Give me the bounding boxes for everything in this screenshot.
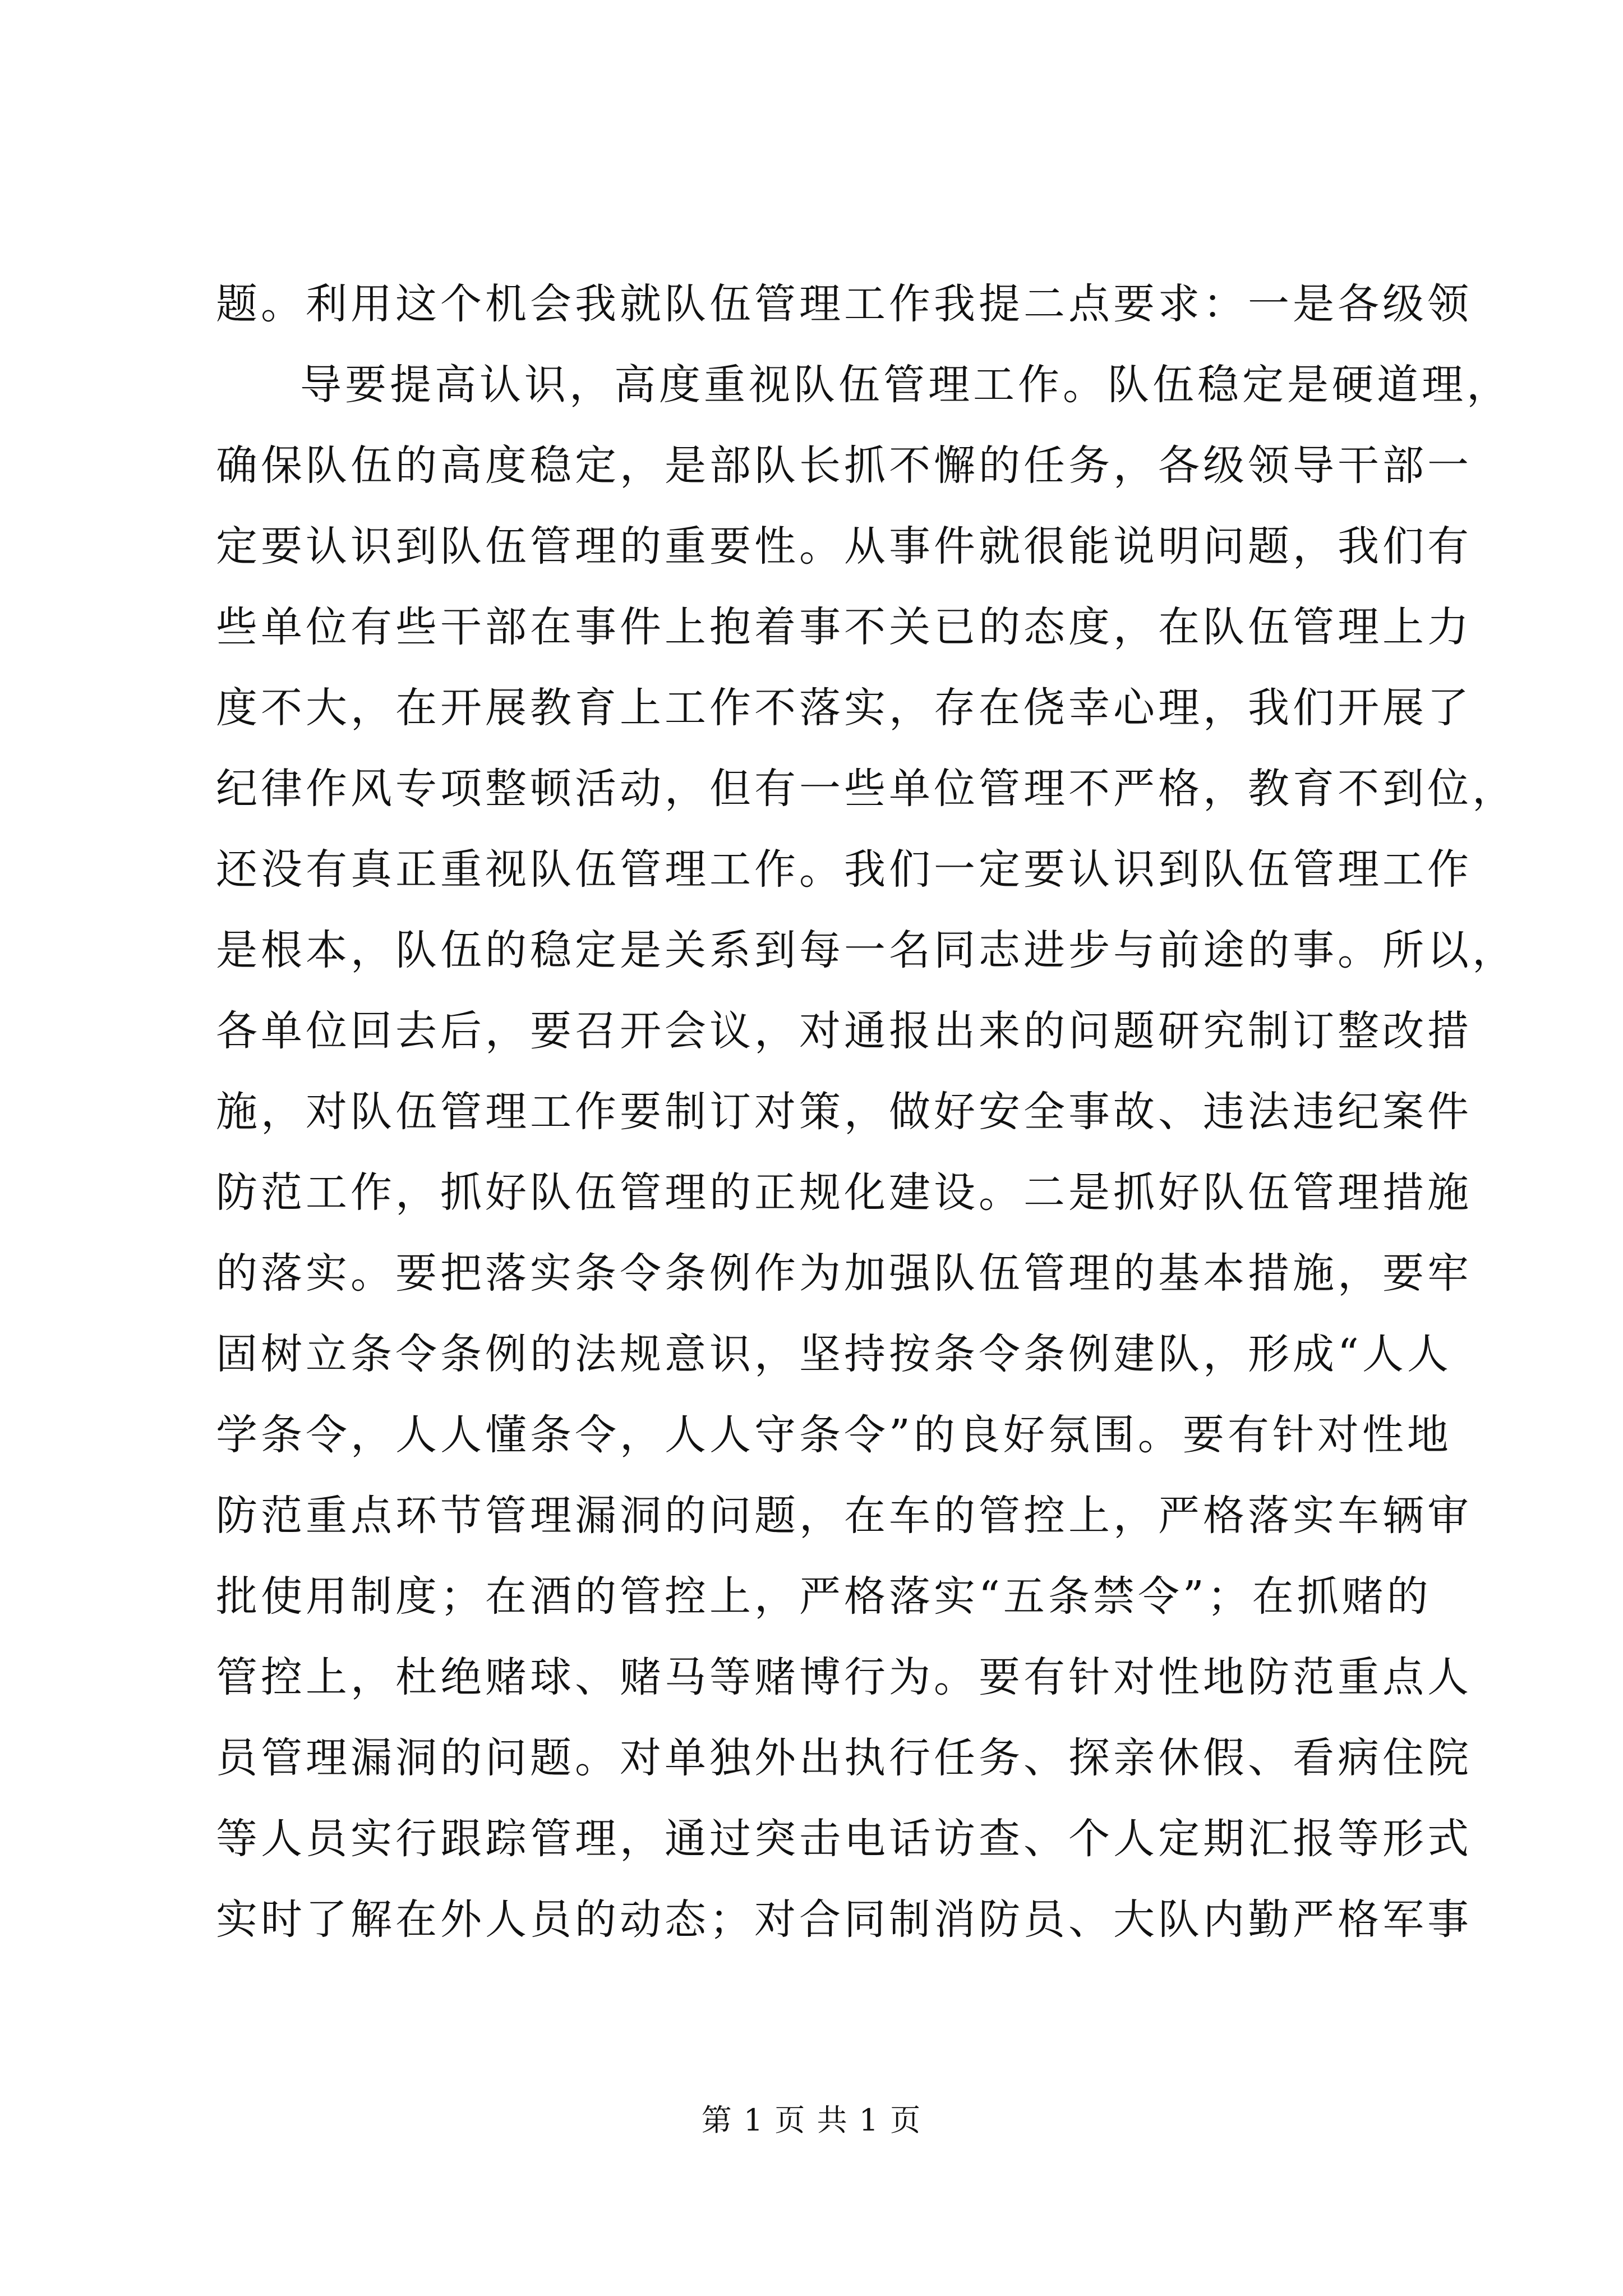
text-line-2: 导要提高认识，高度重视队伍管理工作。队伍稳定是硬道理， [300, 361, 1511, 409]
text-line-11: 施，对队伍管理工作要制订对策，做好安全事故、违法违纪案件 [216, 1088, 1472, 1136]
text-line-14: 固树立条令条例的法规意识，坚持按条令条例建队，形成“人人 [216, 1330, 1452, 1378]
text-line-17: 批使用制度；在酒的管控上，严格落实“五条禁令”；在抓赌的 [216, 1572, 1432, 1621]
text-line-8: 还没有真正重视队伍管理工作。我们一定要认识到队伍管理工作 [216, 845, 1472, 894]
page-number-label: 第 1 页 共 1 页 [701, 2102, 922, 2138]
page-footer [0, 2101, 1623, 2140]
text-line-5: 些单位有些干部在事件上抱着事不关已的态度，在队伍管理上力 [216, 603, 1472, 651]
text-line-15: 学条令，人人懂条令，人人守条令”的良好氛围。要有针对性地 [216, 1411, 1452, 1459]
text-line-21: 实时了解在外人员的动态；对合同制消防员、大队内勤严格军事 [216, 1895, 1472, 1944]
text-line-16: 防范重点环节管理漏洞的问题，在车的管控上，严格落实车辆审 [216, 1492, 1472, 1540]
text-line-20: 等人员实行跟踪管理，通过突击电话访查、个人定期汇报等形式 [216, 1815, 1472, 1863]
body-text [216, 264, 1517, 1960]
text-line-9: 是根本，队伍的稳定是关系到每一名同志进步与前途的事。所以， [216, 926, 1517, 974]
text-line-19: 员管理漏洞的问题。对单独外出执行任务、探亲休假、看病住院 [216, 1734, 1472, 1782]
text-line-12: 防范工作，抓好队伍管理的正规化建设。二是抓好队伍管理措施 [216, 1168, 1472, 1217]
text-line-4: 定要认识到队伍管理的重要性。从事件就很能说明问题，我们有 [216, 522, 1472, 570]
text-line-18: 管控上，杜绝赌球、赌马等赌博行为。要有针对性地防范重点人 [216, 1653, 1472, 1701]
text-line-7: 纪律作风专项整顿活动，但有一些单位管理不严格，教育不到位， [216, 765, 1517, 813]
text-line-1: 题。利用这个机会我就队伍管理工作我提二点要求：一是各级领 [216, 280, 1472, 328]
text-line-3: 确保队伍的高度稳定，是部队长抓不懈的任务，各级领导干部一 [216, 441, 1472, 490]
text-line-13: 的落实。要把落实条令条例作为加强队伍管理的基本措施，要牢 [216, 1249, 1472, 1297]
text-line-6: 度不大，在开展教育上工作不落实，存在侥幸心理，我们开展了 [216, 684, 1472, 732]
text-line-10: 各单位回去后，要召开会议，对通报出来的问题研究制订整改措 [216, 1007, 1472, 1055]
